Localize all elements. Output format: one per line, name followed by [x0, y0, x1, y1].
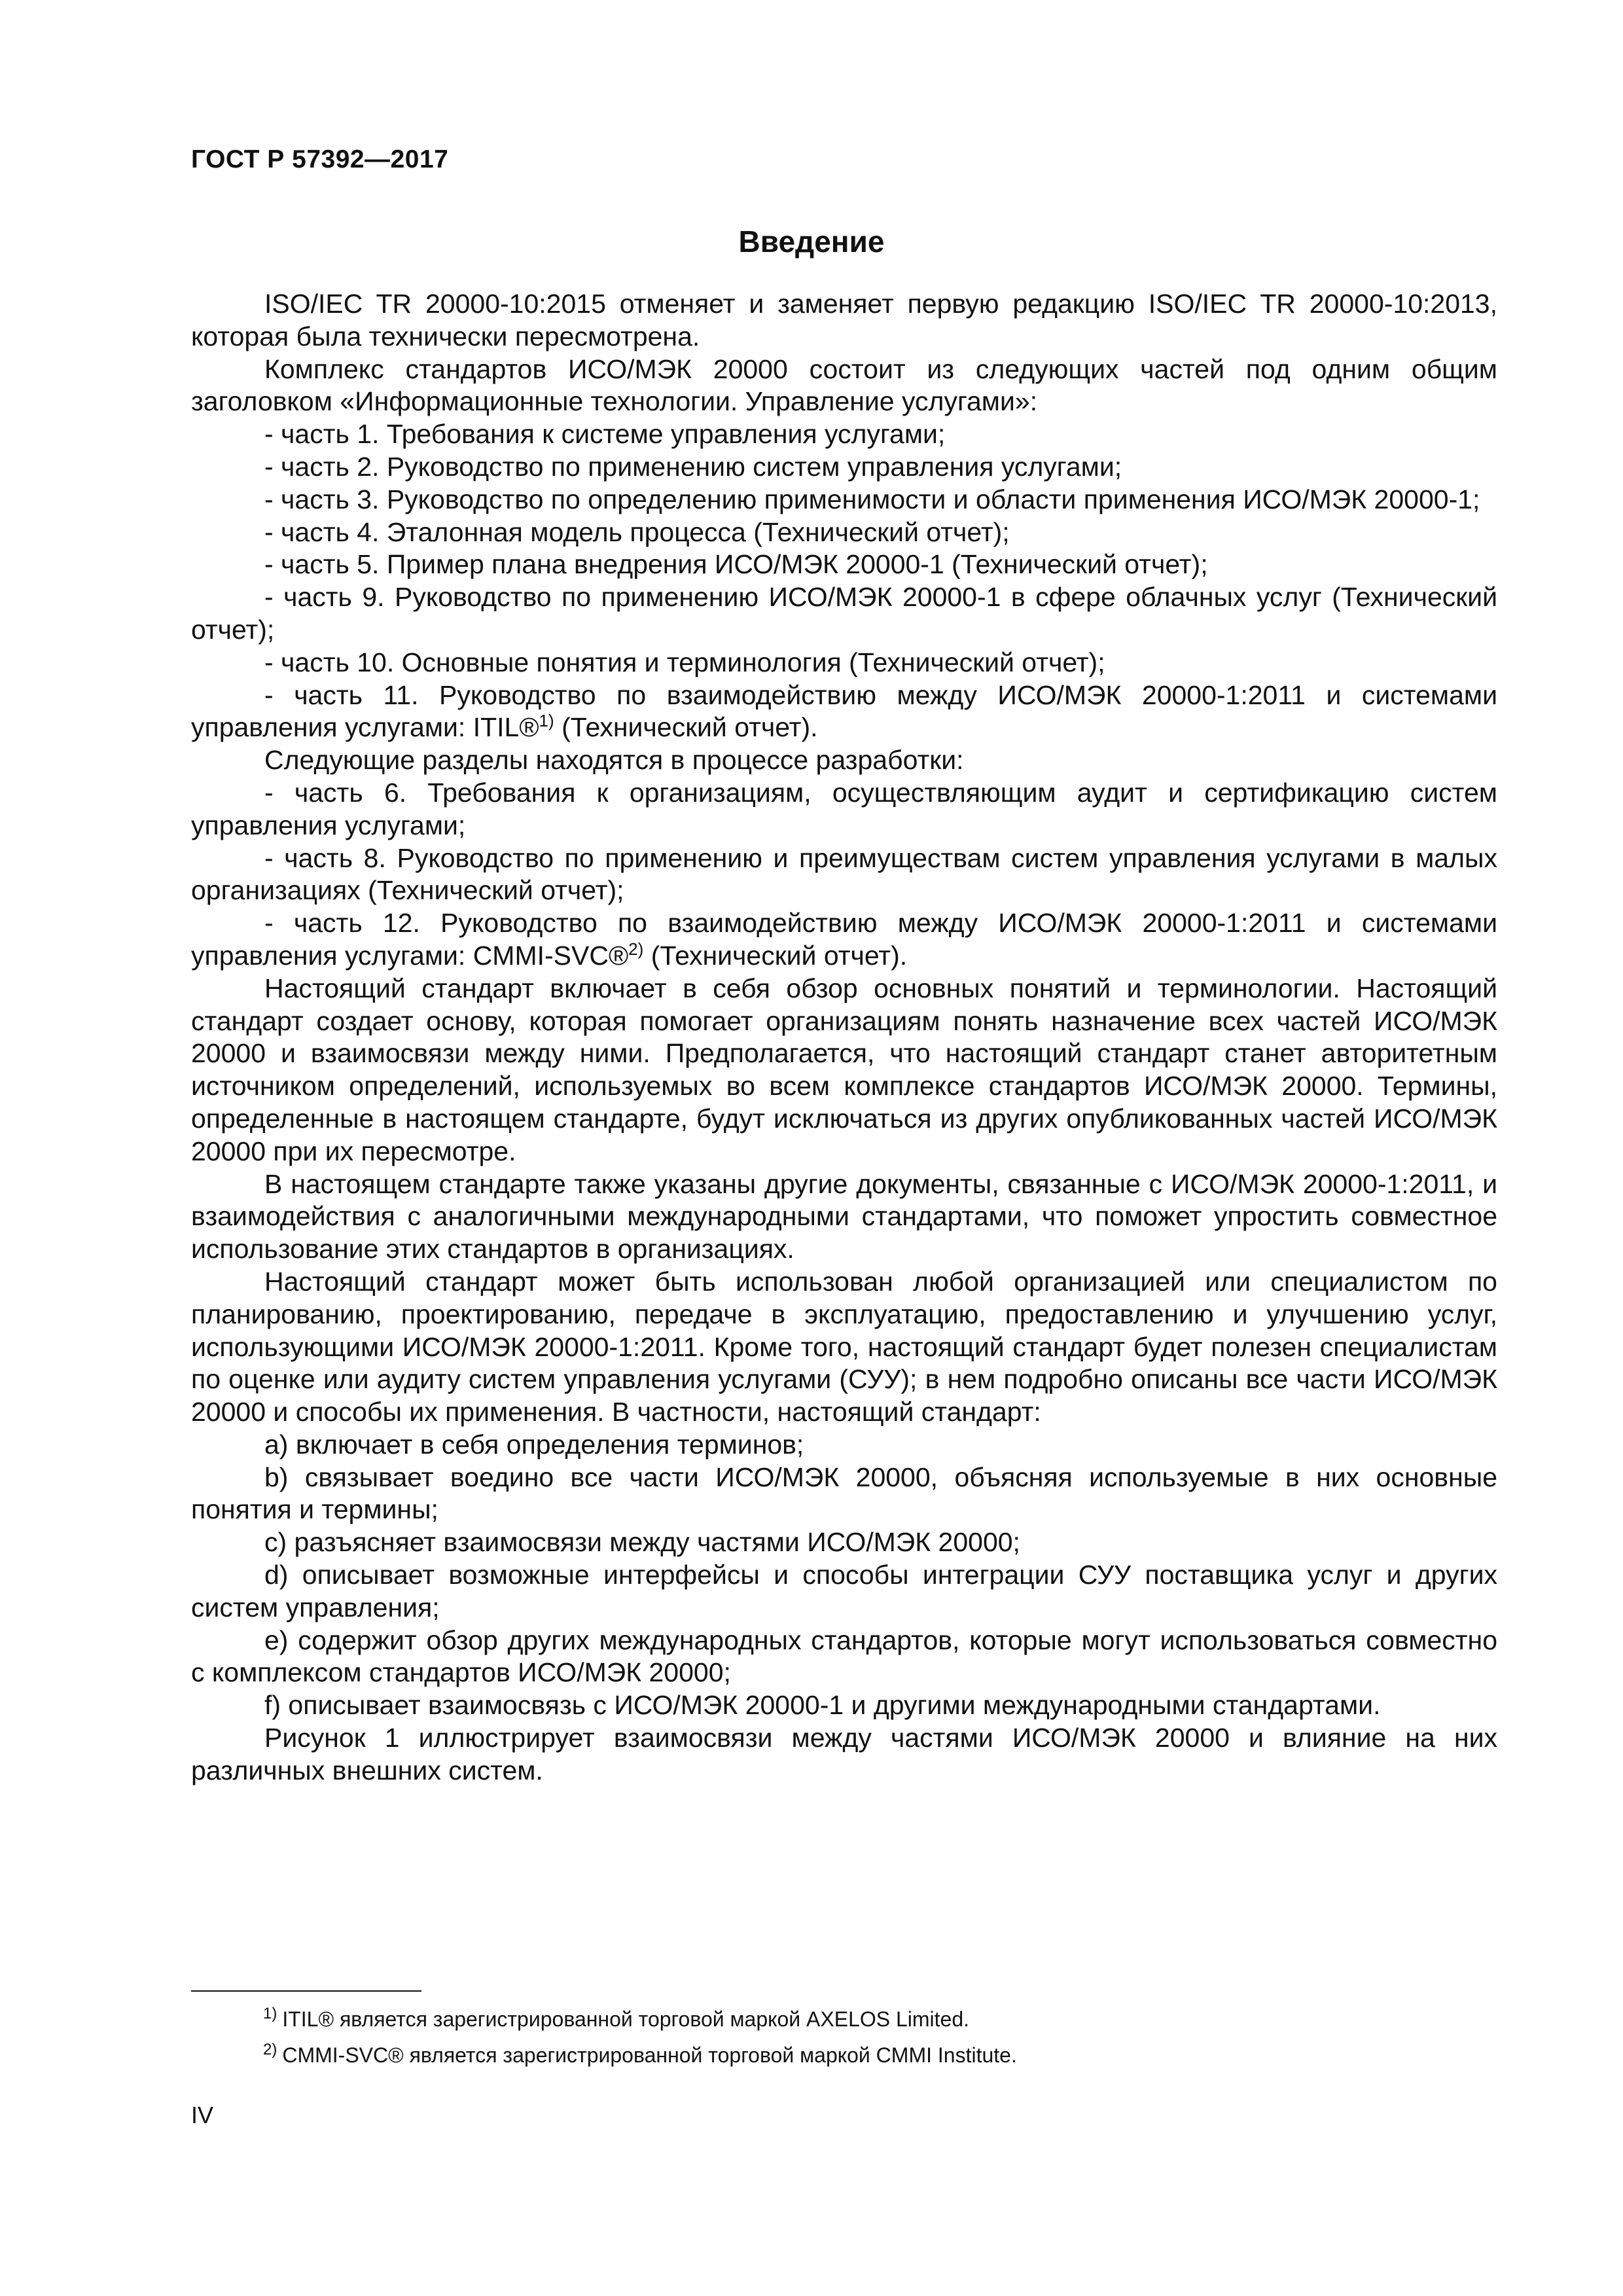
list-item: b) связывает воедино все части ИСО/МЭК 20000, объясняя используемые в них основные понятия и термины;	[191, 1462, 1497, 1525]
list-item: - часть 4. Эталонная модель процесса (Технический отчет);	[264, 516, 1010, 547]
section-title: Введение	[738, 224, 885, 259]
list-item: d) описывает возможные интерфейсы и способы интеграции СУУ поставщика услуг и других систем управления;	[191, 1560, 1497, 1623]
list-item-text: - часть 11. Руководство по взаимодействию между ИСО/МЭК 20000-1:2011 и системами управления услугами: ITIL®	[191, 679, 1497, 743]
footnote-mark: 2)	[263, 2041, 277, 2058]
list-item: - часть 9. Руководство по применению ИСО/МЭК 20000-1 в сфере облачных услуг (Технический отчет);	[191, 582, 1497, 645]
footnote	[191, 2001, 1497, 2037]
list-item: a) включает в себя определения терминов;	[264, 1429, 804, 1460]
footnote-text: ITIL® является зарегистрированной торговой маркой AXELOS Limited.	[282, 2007, 970, 2031]
list-item-text: (Технический отчет).	[554, 712, 818, 743]
list-item: - часть 8. Руководство по применению и преимуществам систем управления услугами в малых организациях (Технический отчет);	[191, 842, 1497, 906]
footnote-reference: 2)	[628, 939, 644, 959]
footnote	[191, 2037, 1497, 2073]
paragraph: Комплекс стандартов ИСО/МЭК 20000 состоит из следующих частей под одним общим заголовком «Информационные технологии. Управление услугами»:	[191, 353, 1497, 417]
list-item: c) разъясняет взаимосвязи между частями ИСО/МЭК 20000;	[264, 1527, 1020, 1558]
footnote-text: CMMI-SVC® является зарегистрированной торговой маркой CMMI Institute.	[282, 2043, 1017, 2067]
list-item-text: - часть 12. Руководство по взаимодействию между ИСО/МЭК 20000-1:2011 и системами управления услугами: CMMI-SVC®	[191, 908, 1497, 971]
footnotes	[191, 2001, 1497, 2073]
page-number: IV	[191, 2102, 214, 2128]
paragraph: Следующие разделы находятся в процессе разработки:	[264, 745, 964, 776]
paragraph: Рисунок 1 иллюстрирует взаимосвязи между частями ИСО/МЭК 20000 и влияние на них различных внешних систем.	[191, 1723, 1497, 1785]
footnote-divider	[191, 1990, 421, 1992]
list-item: - часть 10. Основные понятия и терминология (Технический отчет);	[264, 647, 1105, 677]
list-item: - часть 3. Руководство по определению применимости и области применения ИСО/МЭК 20000-1;	[264, 484, 1480, 514]
list-item: f) описывает взаимосвязь с ИСО/МЭК 20000-1 и другими международными стандартами.	[264, 1690, 1381, 1721]
paragraph: Настоящий стандарт включает в себя обзор основных понятий и терминологии. Настоящий стандарт создает основу, которая помогает организациям понять назначение всех частей ИСО/МЭК 20000 и взаимосвязи между ними. Предполагается, что настоящий стандарт станет авторитетным источником определений, используемых во всем комплексе стандартов ИСО/МЭК 20000. Термины, определенные в настоящем стандарте, будут исключаться из других опубликованных частей ИСО/МЭК 20000 при их пересмотре.	[191, 973, 1497, 1166]
list-item: - часть 6. Требования к организациям, осуществляющим аудит и сертификацию систем управления услугами;	[191, 777, 1497, 840]
list-item-part-11	[191, 679, 1497, 745]
paragraph: ISO/IEC TR 20000-10:2015 отменяет и заменяет первую редакцию ISO/IEC TR 20000-10:2013, которая была технически пересмотрена.	[191, 289, 1497, 351]
paragraph: Настоящий стандарт может быть использован любой организацией или специалистом по планированию, проектированию, передаче в эксплуатацию, предоставлению и улучшению услуг, использующими ИСО/МЭК 20000-1:2011. Кроме того, настоящий стандарт будет полезен специалистам по оценке или аудиту систем управления услугами (СУУ); в нем подробно описаны все части ИСО/МЭК 20000 и способы их применения. В частности, настоящий стандарт:	[191, 1266, 1497, 1427]
list-item-text: (Технический отчет).	[643, 940, 908, 971]
list-item: - часть 5. Пример плана внедрения ИСО/МЭК 20000-1 (Технический отчет);	[264, 549, 1208, 580]
footnote-reference: 1)	[539, 711, 554, 731]
footnote-mark: 1)	[263, 2005, 277, 2022]
body-text	[191, 288, 1497, 1787]
document-code: ГОСТ Р 57392—2017	[191, 145, 449, 173]
list-item: - часть 2. Руководство по применению систем управления услугами;	[264, 451, 1122, 482]
list-item: e) содержит обзор других международных стандартов, которые могут использоваться совместно с комплексом стандартов ИСО/МЭК 20000;	[191, 1624, 1497, 1688]
paragraph: В настоящем стандарте также указаны другие документы, связанные с ИСО/МЭК 20000-1:2011, и взаимодействия с аналогичными международными стандартами, что поможет упростить совместное использование этих стандартов в организациях.	[191, 1168, 1497, 1265]
list-item: - часть 1. Требования к системе управления услугами;	[264, 419, 946, 450]
list-item-part-12	[191, 907, 1497, 973]
